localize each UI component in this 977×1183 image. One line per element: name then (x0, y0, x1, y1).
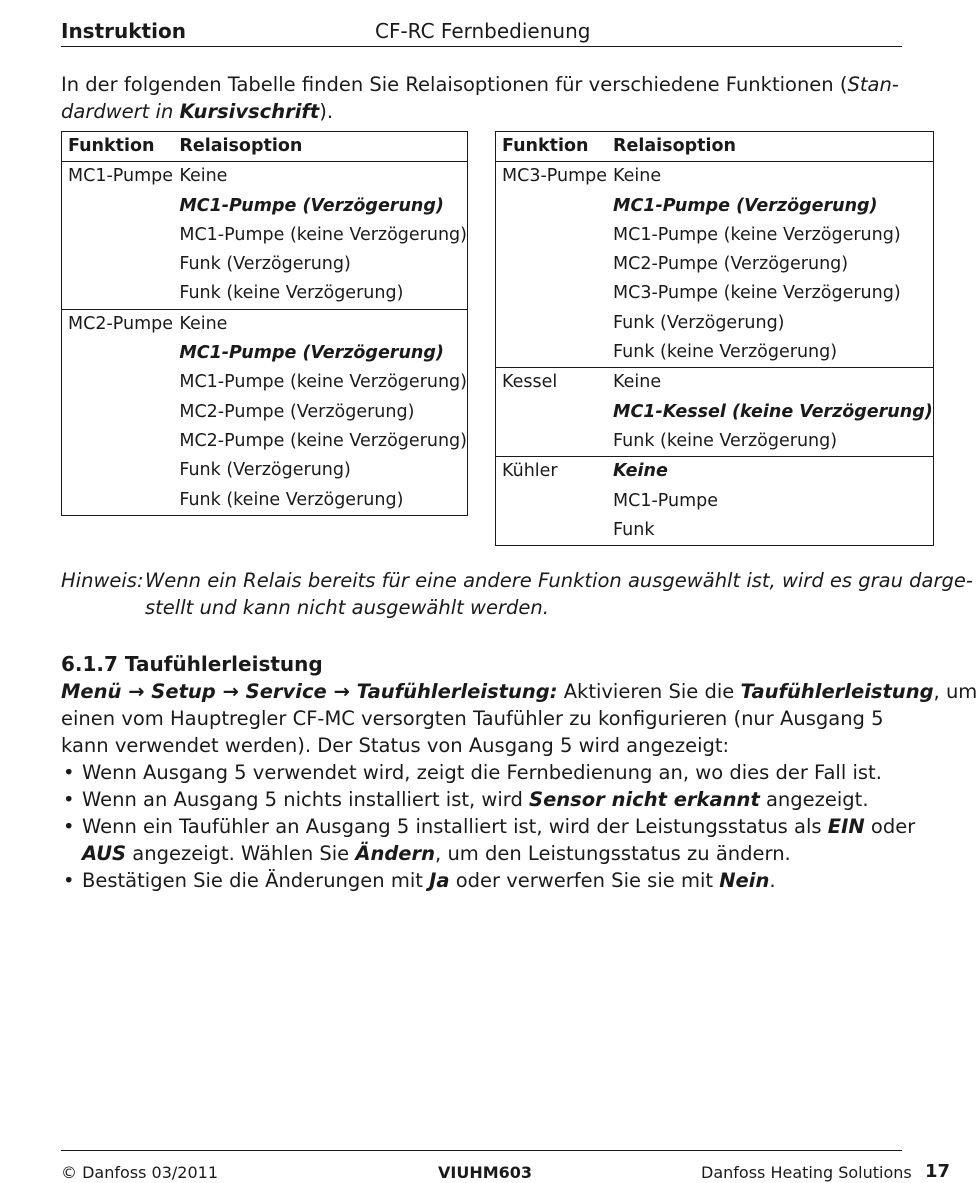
relay-option-cell: Funk (Verzögerung) (179, 254, 351, 275)
relay-options-table-left (61, 131, 468, 516)
table-row (496, 309, 934, 338)
bullet-text: Bestätigen Sie die Änderungen mit (82, 869, 430, 892)
bullet-emphasis: Sensor nicht erkannt (529, 788, 760, 811)
note-text-line-1: Wenn ein Relais bereits für eine andere Funktion ausgewählt ist, wird es grau darge- (145, 569, 973, 592)
relay-option-cell: MC1-Pumpe (keine Verzögerung) (179, 372, 467, 393)
header-document-title: CF-RC Fernbedienung (375, 19, 591, 43)
bullet-emphasis: Ja (429, 869, 450, 892)
table-row (496, 221, 934, 250)
function-cell (496, 279, 608, 308)
header-section-label: Instruktion (61, 19, 186, 43)
relay-option-cell: Keine (179, 166, 228, 187)
function-cell (496, 338, 608, 368)
bullet-marker: • (63, 815, 75, 838)
relay-option-cell: Funk (Verzögerung) (179, 460, 351, 481)
body-text: Aktivieren Sie die (557, 680, 741, 703)
function-cell (496, 192, 608, 221)
bullet-text: . (769, 869, 776, 892)
bullet-emphasis: Nein (719, 869, 770, 892)
function-cell: Kessel (496, 368, 608, 398)
function-cell: Kühler (496, 457, 608, 487)
intro-line-1 (61, 71, 902, 98)
relay-option-cell: Keine (613, 166, 662, 187)
bullet-text: oder (864, 815, 916, 838)
table-row (496, 398, 934, 427)
intro-text-end: ). (319, 100, 334, 123)
relay-option-default: MC1-Kessel (keine Verzögerung) (613, 401, 933, 422)
table-row (62, 192, 468, 221)
intro-bold-italic: Kursivschrift (179, 100, 320, 123)
table-row (62, 486, 468, 516)
body-text: , um (933, 680, 977, 703)
table-row (62, 456, 468, 485)
intro-italic: Stan- (847, 73, 899, 96)
function-cell (62, 486, 174, 516)
relay-options-table-right (495, 131, 934, 546)
function-cell (496, 487, 608, 516)
bullet-item (61, 867, 906, 894)
bullet-emphasis: EIN (827, 815, 865, 838)
relay-option-cell: MC2-Pumpe (keine Verzögerung) (179, 430, 467, 451)
bullet-text: Wenn an Ausgang 5 nichts installiert ist, wird (82, 788, 530, 811)
relay-option-default: Keine (607, 457, 933, 487)
bullet-emphasis: Ändern (355, 842, 436, 865)
body-line-3: kann verwendet werden). Der Status von Ausgang 5 wird angezeigt: (61, 734, 730, 757)
table-row (496, 192, 934, 221)
function-cell (62, 250, 174, 279)
body-line-2: einen vom Hauptregler CF-MC versorgten Taufühler zu konfigurieren (nur Ausgang 5 (61, 707, 884, 730)
table-row (496, 338, 934, 368)
table-row (62, 162, 468, 192)
function-cell: MC2-Pumpe (62, 309, 174, 339)
relay-option-cell: Funk (613, 519, 655, 540)
column-header-function: Funktion (496, 132, 608, 162)
column-header-relay-option: Relaisoption (607, 132, 933, 162)
table-row (496, 516, 934, 546)
function-cell (496, 398, 608, 427)
function-cell (496, 516, 608, 546)
table-row (496, 279, 934, 308)
bullet-marker: • (63, 761, 75, 784)
intro-text: In der folgenden Tabelle finden Sie Relaisoptionen für verschiedene Funktionen ( (61, 73, 848, 96)
table-row (62, 398, 468, 427)
footer-divider (61, 1150, 902, 1151)
table-row (62, 250, 468, 279)
bullet-text: Wenn Ausgang 5 verwendet wird, zeigt die Fernbedienung an, wo dies der Fall ist. (82, 761, 882, 784)
table-row (496, 250, 934, 279)
relay-option-cell: MC1-Pumpe (keine Verzögerung) (613, 224, 901, 245)
bullet-text: oder verwerfen Sie sie mit (449, 869, 720, 892)
table-row (62, 279, 468, 309)
function-cell (496, 427, 608, 457)
function-cell: MC1-Pumpe (68, 166, 174, 187)
function-cell (496, 309, 608, 338)
table-row (496, 487, 934, 516)
bullet-item (61, 786, 906, 813)
function-cell: MC3-Pumpe (502, 166, 608, 187)
table-row (62, 339, 468, 368)
table-row (496, 427, 934, 457)
relay-option-cell: MC1-Pumpe (613, 490, 719, 511)
table-row (496, 457, 934, 487)
function-cell (62, 427, 174, 456)
relay-option-cell: Funk (keine Verzögerung) (613, 342, 838, 363)
relay-option-cell: Keine (607, 368, 933, 398)
bullet-text: angezeigt. (759, 788, 869, 811)
function-cell (496, 250, 608, 279)
bullet-emphasis: AUS (82, 842, 127, 865)
relay-option-cell: MC1-Pumpe (keine Verzögerung) (179, 224, 467, 245)
relay-option-cell: Funk (keine Verzögerung) (613, 430, 838, 451)
bullet-item (61, 759, 906, 786)
section-heading: 6.1.7 Taufühlerleistung (61, 652, 323, 676)
column-header-relay-option: Relaisoption (173, 132, 467, 162)
intro-italic-2: dardwert in (61, 100, 180, 123)
footer-document-code: VIUHM603 (438, 1163, 533, 1182)
header-divider (61, 46, 902, 47)
bullet-marker: • (63, 788, 75, 811)
menu-path: Menü → Setup → Service → Taufühlerleistung: (61, 680, 558, 703)
relay-option-default: MC1-Pumpe (Verzögerung) (179, 343, 444, 364)
relay-option-default: MC1-Pumpe (Verzögerung) (613, 195, 878, 216)
note-text-line-2: stellt und kann nicht ausgewählt werden. (145, 596, 549, 619)
relay-option-cell: Funk (Verzögerung) (613, 312, 785, 333)
function-cell (62, 368, 174, 397)
body-emphasis: Taufühlerleistung (740, 680, 934, 703)
section-body (61, 678, 977, 894)
function-cell (62, 339, 174, 368)
table-row (62, 368, 468, 397)
table-row (496, 368, 934, 398)
function-cell (62, 456, 174, 485)
relay-option-cell: MC2-Pumpe (Verzögerung) (613, 254, 849, 275)
bullet-text: angezeigt. Wählen Sie (126, 842, 356, 865)
footer-copyright: © Danfoss 03/2011 (61, 1163, 218, 1182)
function-cell (62, 192, 174, 221)
note-label: Hinweis: (61, 569, 144, 592)
bullet-marker: • (63, 869, 75, 892)
table-row (62, 221, 468, 250)
intro-paragraph (61, 71, 902, 125)
relay-option-default: MC1-Pumpe (Verzögerung) (179, 195, 444, 216)
function-cell (496, 221, 608, 250)
column-header-function: Funktion (62, 132, 174, 162)
relay-option-cell: Funk (keine Verzögerung) (179, 283, 404, 304)
bullet-text: Wenn ein Taufühler an Ausgang 5 installiert ist, wird der Leistungsstatus als (82, 815, 828, 838)
intro-line-2 (61, 98, 902, 125)
relay-option-cell: MC3-Pumpe (keine Verzögerung) (613, 283, 901, 304)
function-cell (62, 279, 174, 309)
page-number: 17 (925, 1161, 951, 1182)
table-row (62, 427, 468, 456)
function-cell (62, 221, 174, 250)
bullet-text: , um den Leistungsstatus zu ändern. (435, 842, 791, 865)
relay-option-cell: Funk (keine Verzögerung) (179, 489, 404, 510)
table-row (496, 162, 934, 192)
function-cell (62, 398, 174, 427)
bullet-item (61, 813, 916, 867)
body-line-1 (61, 678, 977, 705)
table-row (62, 309, 468, 339)
relay-option-cell: MC2-Pumpe (Verzögerung) (179, 401, 415, 422)
relay-option-cell: Keine (173, 309, 467, 339)
footer-company: Danfoss Heating Solutions (701, 1163, 912, 1182)
